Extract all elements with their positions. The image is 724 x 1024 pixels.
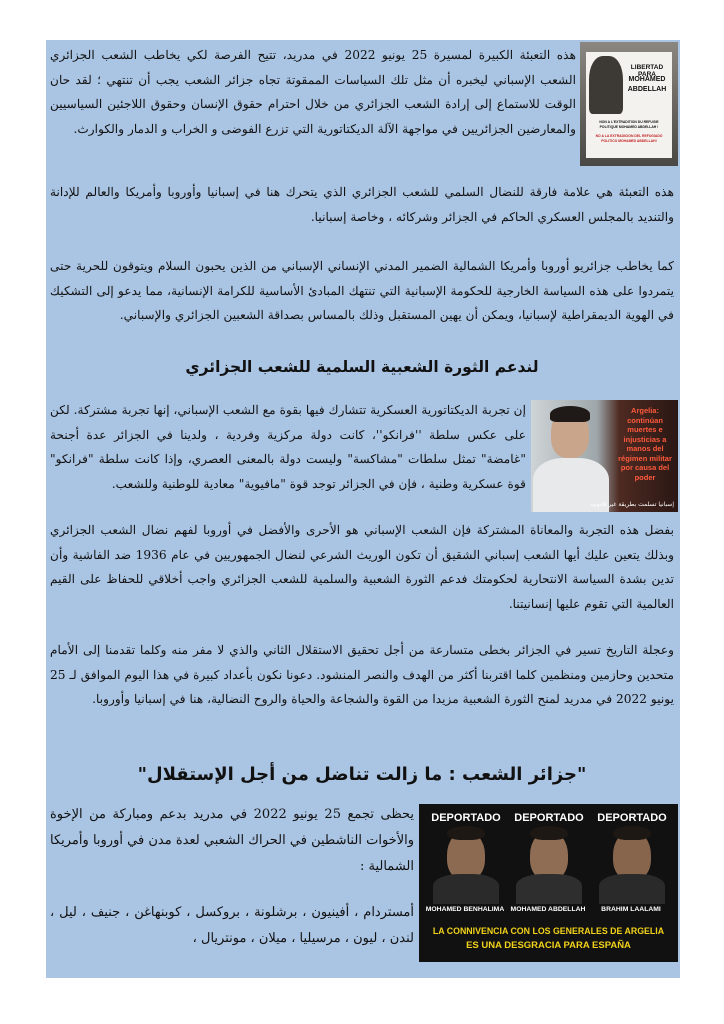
torso-laalami xyxy=(599,874,665,904)
sign-small-3: NO A LA EXTRADICION DEL REFUGIADO xyxy=(595,134,663,138)
overlay-text: Argelia: continúan muertes e injusticias a manos del régimen militar por causa del poder xyxy=(618,406,672,482)
paragraph-2: هذه التعبئة هي علامة فارقة للنضال السلمي للشعب الجزائري الذي يتحرك هنا في إسبانيا وأوروبا وأمريكا والعالم للإدانة والتنديد بالمجلس العسكري الحاكم في الجزائر وشركائه ، وخاصة إسبانيا. xyxy=(50,185,674,224)
name-benhalima: MOHAMED BENHALIMA xyxy=(425,906,505,913)
sign-line-1: LIBERTAD PARA xyxy=(630,64,664,78)
portrait-photo xyxy=(531,400,678,512)
sign-line-3: ABDELLAH xyxy=(627,86,667,93)
section-heading-1: لندعم الثورة الشعبية السلمية للشعب الجزائري xyxy=(185,358,539,376)
deportado-label-3: DEPORTADO xyxy=(597,812,667,824)
man-hair xyxy=(550,406,590,422)
paragraph-1: هذه التعبئة الكبيرة لمسيرة 25 يونيو 2022 في مدريد، تتيح الفرصة لكي يخاطب الشعب الجزائري الشعب الإسباني ليخبره أن مثل تلك السياسات الممقوتة تجاه جزائر الشعب يجب أن تنتهي ؛ لقد حان الوقت للاستماع إلى إرادة الشعب الجزائري من خلال احترام حقوق الإنسان وحقوق اللاجئين السياسيين والمعارضين الجزائريين في مواجهة الآلة الديكتاتورية التي تزرع الفوضى و الخراب و الدمار والكوارث. xyxy=(50,48,576,136)
paragraph-6: وعجلة التاريخ تسير في الجزائر بخطى متسارعة من أجل تحقيق الاستقلال الثاني والذي لا مفر منه وكلما تقدمنا إلى الأمام متحدين وحازمين ومنظمين كلما اقتربنا أكثر من الهدف والنصر المنشود. دعونا نكون بأعداد كبيرة في هذا اليوم الموافق لـ 25 يونيو 2022 في مدريد لمنح الثورة الشعبية مزيدا من القوة والشجاعة والحياة والروح النضالية، هنا في إسبانيا وأوروبا. xyxy=(50,643,674,706)
hair-abdellah xyxy=(530,826,568,840)
person-portrait xyxy=(589,56,623,114)
paragraph-7: يحظى تجمع 25 يونيو 2022 في مدريد بدعم ومباركة من الإخوة والأخوات الناشطين في الحراك الشعبي لعدة مدن في أوروبا وأمريكا الشمالية : xyxy=(50,807,414,874)
sign-small-1: NON A L'EXTRADITION DU REFUGIE xyxy=(599,120,659,124)
hair-laalami xyxy=(613,826,651,840)
sign-small-2: POLITIQUE MOHAMED ABDELLAH ! xyxy=(599,125,659,129)
poster-slogan-2: ES UNA DESGRACIA PARA ESPAÑA xyxy=(466,940,631,951)
torso-abdellah xyxy=(516,874,582,904)
protest-photo xyxy=(580,42,678,166)
photo-caption: إسبانيا تسلمت بطريقة غير قانونية xyxy=(590,501,674,508)
deportado-label-1: DEPORTADO xyxy=(431,812,501,824)
paragraph-5: بفضل هذه التجربة والمعاناة المشتركة فإن الشعب الإسباني هو الأحرى والأفضل في أوروبا لفهم نضال الشعب الجزائري وبذلك يتعين عليك أيها الشعب إسباني الشقيق أن تكون الوريث الشرعي لنضال الجمهوريين في عام 1936 ضد الفاشية وأن تدين بشدة السياسة الانتحارية لحكومتك فدعم الثورة الشعبية والسلمية للشعب الجزائري واجب أخلاقي للحفاظ على القيم العالمية التي تقوم عليها إنسانيتنا. xyxy=(50,523,674,611)
paragraph-4: إن تجربة الديكتاتورية العسكرية تتشارك فيها بقوة مع الشعب الإسباني، إنها تجربة مشتركة. لكن على عكس سلطة ''فرانكو''، كانت دولة مركزية وفردية ، ولدينا في الجزائر عدة أجنحة "غامضة" تمثل سلطات "مشاكسة" وليست دولة بالمعنى العصري، وإذا كانت سلطة "فرانكو" قوة عسكرية وطنية ، فإن في الجزائر توجد قوة "مافيوية" معادية للوطنية وللشعب. xyxy=(50,403,526,491)
torso-benhalima xyxy=(433,874,499,904)
name-abdellah: MOHAMED ABDELLAH xyxy=(510,906,586,913)
paragraph-8-cities: أمستردام ، أفينيون ، برشلونة ، بروكسل ، كوبنهاغن ، جنيف ، ليل ، لندن ، ليون ، مرسيليا ، ميلان ، مونتريال ، xyxy=(50,905,414,946)
hair-benhalima xyxy=(447,826,485,840)
name-laalami: BRAHIM LAALAMI xyxy=(601,906,661,913)
poster-slogan-1: LA CONNIVENCIA CON LOS GENERALES DE ARGELIA xyxy=(432,926,665,936)
paragraph-3: كما يخاطب جزائريو أوروبا وأمريكا الشمالية الضمير المدني الإنساني الإسباني من الذين يحبون السلام ويتوقون للحرية حتى يتمردوا على هذه السياسة الخارجية للحكومة الإسبانية التي تنتهك المبادئ الأساسية للكرامة الإنسانية، مما يدعو إلى التشكيك في الهوية الديمقراطية لإسبانيا، ويمكن أن يهين المستقبل وذلك بالمساس بصداقة الشعبين الجزائري والإسباني. xyxy=(50,259,674,322)
deportado-label-2: DEPORTADO xyxy=(514,812,584,824)
sign-line-2: MOHAMED xyxy=(628,76,666,83)
sign-small-4: POLITICO MOHAMED ABDELLAH! xyxy=(601,139,657,143)
deportados-poster xyxy=(419,804,678,962)
section-heading-2: "جزائر الشعب : ما زالت تناضل من أجل الإستقلال" xyxy=(137,764,587,785)
